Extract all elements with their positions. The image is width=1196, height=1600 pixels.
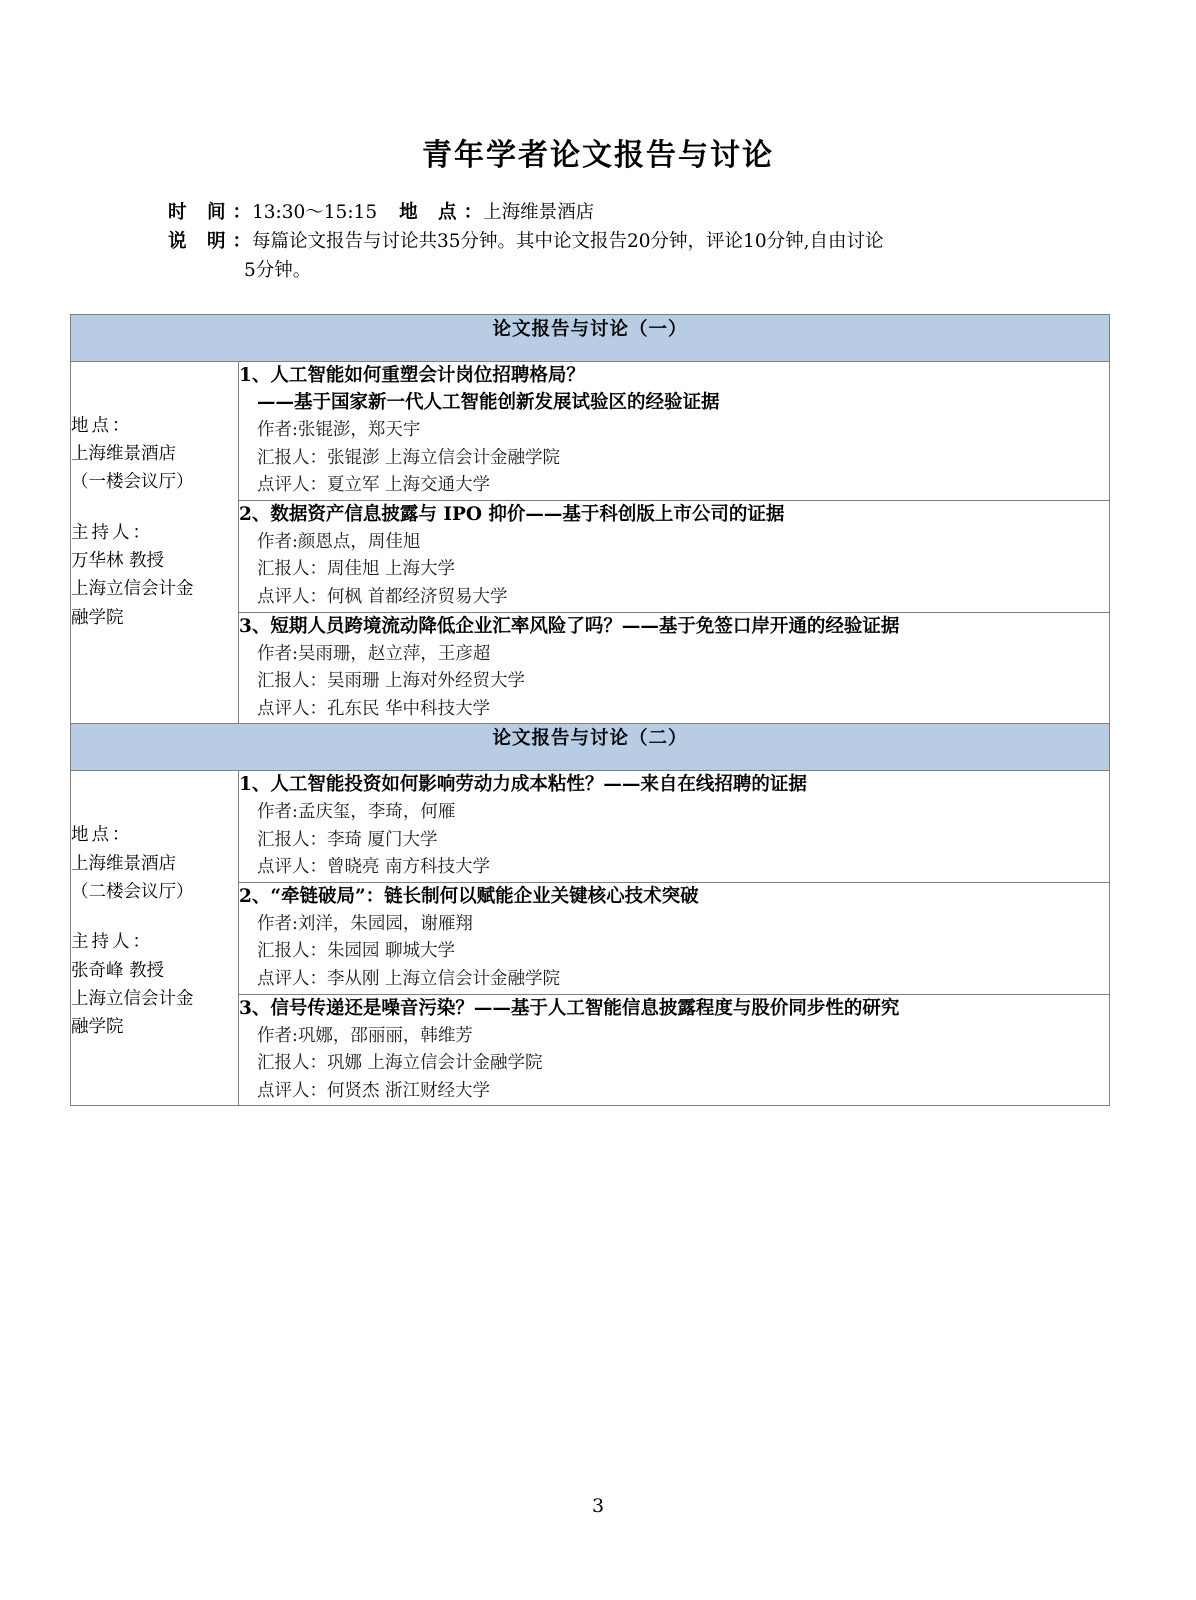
- table-row: [71, 771, 1110, 883]
- paper-presenter: 汇报人：周佳旭 上海大学: [257, 559, 456, 580]
- page-title: 青年学者论文报告与讨论: [422, 138, 774, 173]
- session-1-host-affil-line2: 融学院: [71, 607, 124, 628]
- paper-title: 1、人工智能如何重塑会计岗位招聘格局？: [239, 364, 585, 386]
- place-colon: ：: [463, 202, 483, 223]
- session-2-host-affil-line2: 融学院: [71, 1017, 124, 1038]
- session-1-band-title: 论文报告与讨论（一）: [71, 314, 1110, 361]
- paper-authors: 作者:颜恩点，周佳旭: [257, 531, 421, 552]
- page-number: 3: [591, 1495, 605, 1517]
- time-label: 时 间: [168, 202, 233, 223]
- paper-discussant: 点评人：李从刚 上海立信会计金融学院: [257, 969, 561, 990]
- session-band-row: [71, 724, 1110, 771]
- paper-discussant: 点评人：何枫 首都经济贸易大学: [257, 587, 508, 608]
- meta-block: [0, 174, 1196, 286]
- time-value: 13:30～15:15: [251, 202, 378, 223]
- session-2-place-label: 地点：: [71, 825, 133, 846]
- table-row: [71, 361, 1110, 500]
- session-2-host-label: 主持人：: [71, 932, 153, 953]
- paper-authors: 作者:孟庆玺，李琦，何雁: [257, 802, 456, 823]
- meta-row-time: [168, 198, 1056, 227]
- paper-title: 2、“牵链破局”：链长制何以赋能企业关键核心技术突破: [239, 886, 699, 908]
- paper-authors: 作者:巩娜，邵丽丽，韩维芳: [257, 1025, 473, 1046]
- place-value: 上海维景酒店: [483, 202, 595, 223]
- sessions-table: [70, 314, 1110, 1107]
- paper-cell: [239, 612, 1110, 724]
- session-2-host-name: 张奇峰 教授: [71, 960, 165, 981]
- session-2-band-title: 论文报告与讨论（二）: [71, 724, 1110, 771]
- session-1-host-label: 主持人：: [71, 522, 153, 543]
- session-2-place-name: 上海维景酒店: [71, 853, 176, 874]
- spacer: [71, 771, 238, 821]
- session-1-place-name: 上海维景酒店: [71, 444, 176, 464]
- paper-discussant: 点评人：曾晓亮 南方科技大学: [257, 857, 491, 878]
- paper-title: 1、人工智能投资如何影响劳动力成本粘性？——来自在线招聘的证据: [239, 774, 807, 796]
- note-line-2: 5分钟。: [244, 260, 312, 282]
- paper-cell: [239, 883, 1110, 995]
- paper-presenter: 汇报人：巩娜 上海立信会计金融学院: [257, 1053, 543, 1074]
- session-1-place-room: （一楼会议厅）: [71, 472, 194, 493]
- session-1-host-name: 万华林 教授: [71, 551, 165, 572]
- spacer: [71, 362, 238, 412]
- time-colon: ：: [232, 202, 251, 223]
- note-line-1: 每篇论文报告与讨论共35分钟。其中论文报告20分钟，评论10分钟,自由讨论: [251, 231, 884, 253]
- paper-title: 3、短期人员跨境流动降低企业汇率风险了吗？——基于免签口岸开通的经验证据: [239, 615, 900, 637]
- paper-authors: 作者:张锟澎，郑天宇: [257, 420, 421, 441]
- session-2-place-room: （二楼会议厅）: [71, 882, 194, 903]
- note-label: 说 明: [168, 231, 233, 253]
- session-1-host-affil-line1: 上海立信会计金: [71, 579, 194, 600]
- spacer: [71, 906, 238, 928]
- paper-authors: 作者:吴雨珊，赵立萍，王彦超: [257, 643, 491, 664]
- paper-discussant: 点评人：孔东民 华中科技大学: [257, 698, 491, 719]
- meta-row-note: [168, 227, 1056, 285]
- spacer: [71, 497, 238, 519]
- paper-discussant: 点评人：夏立军 上海交通大学: [257, 475, 491, 496]
- paper-subtitle: ——基于国家新一代人工智能创新发展试验区的经验证据: [257, 392, 720, 414]
- note-colon: ：: [232, 231, 251, 253]
- place-label: 地 点: [399, 202, 464, 223]
- session-2-info-cell: [71, 771, 239, 1106]
- paper-cell: [239, 501, 1110, 613]
- paper-title: 2、数据资产信息披露与 IPO 抑价——基于科创版上市公司的证据: [239, 504, 785, 526]
- paper-presenter: 汇报人：吴雨珊 上海对外经贸大学: [257, 671, 526, 692]
- paper-presenter: 汇报人：张锟澎 上海立信会计金融学院: [257, 447, 561, 468]
- session-2-host-affil-line1: 上海立信会计金: [71, 989, 194, 1010]
- paper-presenter: 汇报人：李琦 厦门大学: [257, 829, 438, 850]
- paper-title: 3、信号传递还是噪音污染？——基于人工智能信息披露程度与股价同步性的研究: [239, 997, 900, 1019]
- paper-discussant: 点评人：何贤杰 浙江财经大学: [257, 1080, 491, 1101]
- paper-cell: [239, 361, 1110, 500]
- paper-presenter: 汇报人：朱园园 聊城大学: [257, 941, 456, 962]
- session-1-info-cell: [71, 361, 239, 724]
- paper-authors: 作者:刘洋，朱园园，谢雁翔: [257, 913, 473, 934]
- session-1-place-label: 地点：: [71, 415, 133, 436]
- paper-cell: [239, 994, 1110, 1106]
- paper-cell: [239, 771, 1110, 883]
- session-band-row: [71, 314, 1110, 361]
